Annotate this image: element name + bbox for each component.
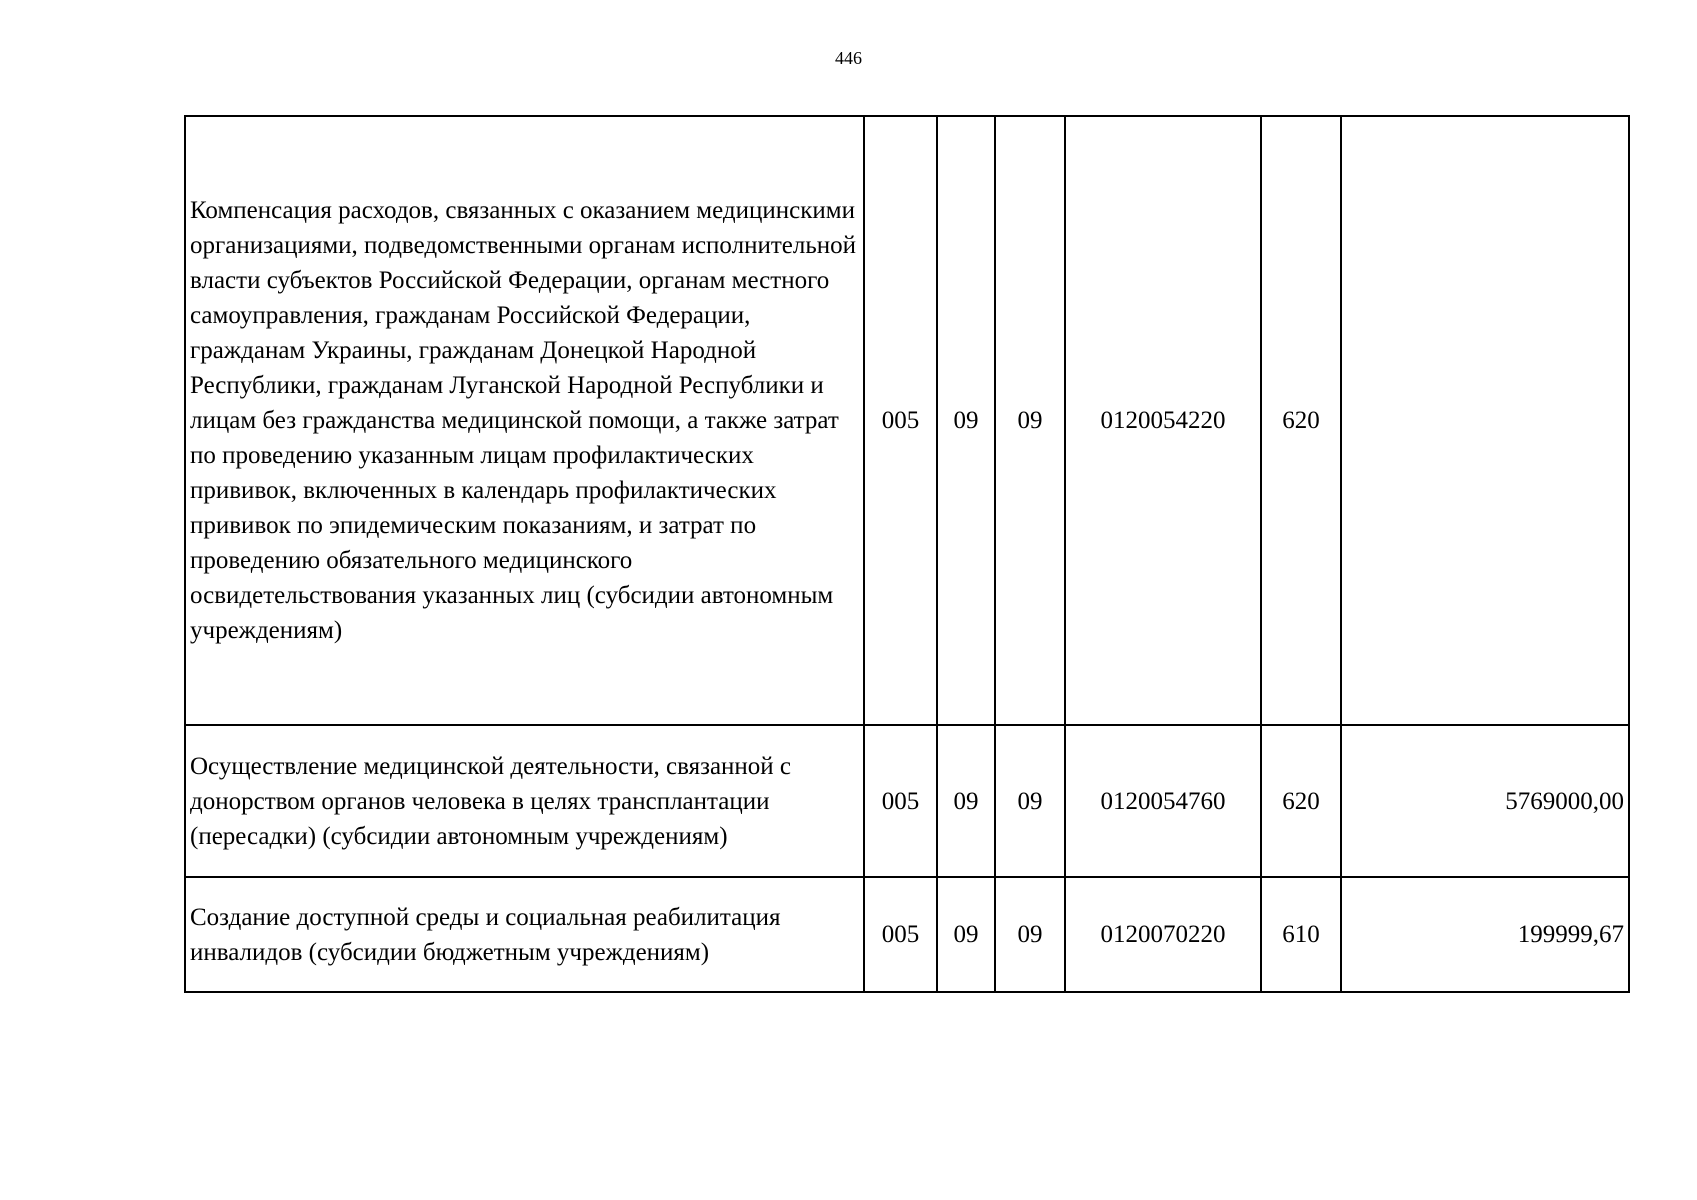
target-article-code: 0120054220 [1065,116,1261,725]
expense-type-code: 620 [1261,116,1341,725]
ministry-code: 005 [864,877,937,992]
row-description: Компенсация расходов, связанных с оказанием медицинскими организациями, подведомственными органам исполнительной власти субъектов Российской Федерации, органам местного самоуправления, гражданам Российской Федерации, гражданам Украины, гражданам Донецкой Народной Республики, гражданам Луганской Народной Республики и лицам без гражданства медицинской помощи, а также затрат по проведению указанным лицам профилактических прививок, включенных в календарь профилактических прививок по эпидемическим показаниям, и затрат по проведению обязательного медицинского освидетельствования указанных лиц (субсидии автономным учреждениям) [185,116,864,725]
amount-cell [1341,116,1629,725]
budget-table [184,115,1630,993]
target-article-code: 0120070220 [1065,877,1261,992]
section-code: 09 [937,116,995,725]
table-row [185,116,1629,725]
expense-type-code: 620 [1261,725,1341,877]
expense-type-code: 610 [1261,877,1341,992]
table-row [185,877,1629,992]
target-article-code: 0120054760 [1065,725,1261,877]
section-code: 09 [937,725,995,877]
ministry-code: 005 [864,725,937,877]
subsection-code: 09 [995,725,1065,877]
row-description: Создание доступной среды и социальная реабилитация инвалидов (субсидии бюджетным учреждениям) [185,877,864,992]
amount-cell: 5769000,00 [1341,725,1629,877]
row-description: Осуществление медицинской деятельности, связанной с донорством органов человека в целях трансплантации (пересадки) (субсидии автономным учреждениям) [185,725,864,877]
ministry-code: 005 [864,116,937,725]
table-row [185,725,1629,877]
amount-cell: 199999,67 [1341,877,1629,992]
section-code: 09 [937,877,995,992]
subsection-code: 09 [995,116,1065,725]
subsection-code: 09 [995,877,1065,992]
page-number: 446 [835,48,862,68]
